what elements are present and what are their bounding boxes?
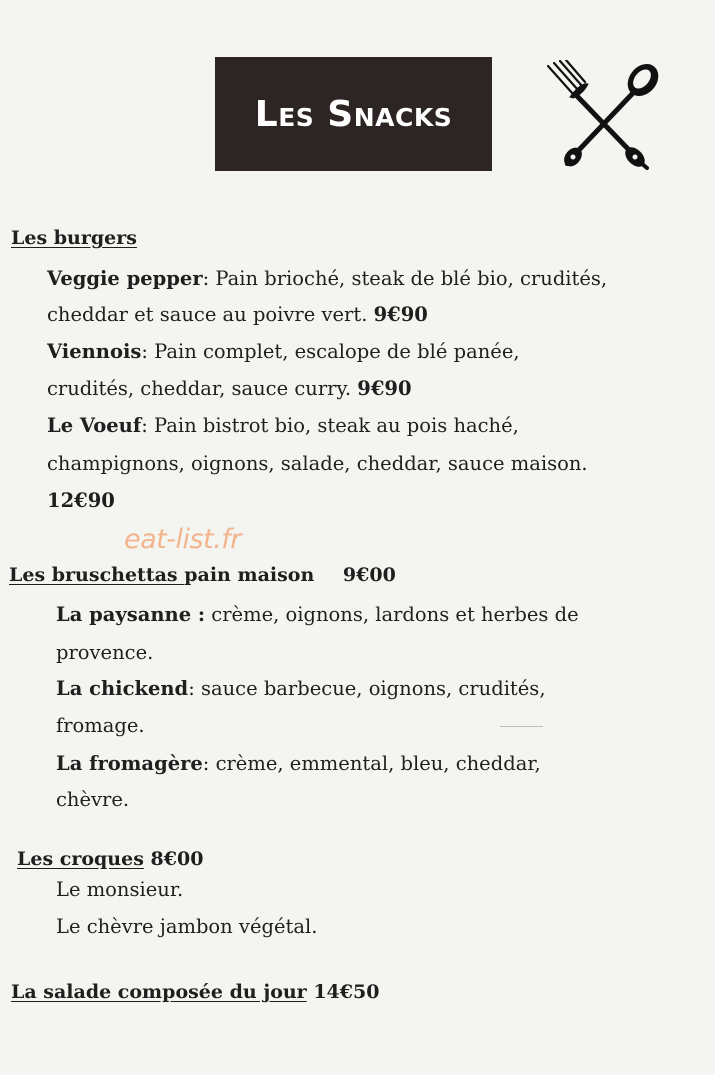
- item-description: champignons, oignons, salade, cheddar, sauce maison.: [47, 452, 588, 475]
- title-banner: [215, 57, 492, 171]
- menu-item-le-voeuf-price: [47, 489, 115, 512]
- item-description: Le monsieur.: [56, 878, 184, 901]
- item-description: chèvre.: [56, 788, 130, 811]
- menu-item-le-voeuf: [47, 414, 519, 437]
- menu-item-le-chevre-jambon: [56, 915, 317, 938]
- menu-item-veggie-pepper-line2: [47, 303, 428, 326]
- item-price: 12€90: [47, 489, 115, 512]
- watermark-text: eat-list.fr: [124, 524, 241, 555]
- section-heading-burgers: [11, 227, 137, 249]
- section-heading-bruschettas: [9, 564, 396, 586]
- menu-item-veggie-pepper: [47, 267, 607, 290]
- item-description: fromage.: [56, 714, 145, 737]
- item-description: Le chèvre jambon végétal.: [56, 915, 318, 938]
- item-price: 9€90: [357, 377, 412, 400]
- item-description: crudités, cheddar, sauce curry.: [47, 377, 352, 400]
- section-price: 9€00: [342, 564, 396, 586]
- divider-mark: [500, 726, 543, 727]
- croques-heading-text: Les croques: [17, 848, 144, 870]
- menu-item-la-chickend: [56, 677, 546, 700]
- item-description: : Pain brioché, steak de blé bio, crudités,: [202, 267, 608, 290]
- item-description: : crème, emmental, bleu, cheddar,: [202, 752, 541, 775]
- item-description: cheddar et sauce au poivre vert.: [47, 303, 368, 326]
- menu-item-viennois: [47, 340, 520, 363]
- item-name: La paysanne :: [56, 603, 206, 626]
- bruschettas-heading-rest: pain maison: [184, 564, 315, 586]
- section-price: 14€50: [313, 981, 380, 1003]
- item-name: Veggie pepper: [47, 267, 203, 290]
- item-description: provence.: [56, 641, 154, 664]
- menu-item-la-chickend-line2: [56, 714, 145, 737]
- item-description: : sauce barbecue, oignons, crudités,: [188, 677, 546, 700]
- item-name: Viennois: [47, 340, 142, 363]
- item-name: Le Voeuf: [47, 414, 142, 437]
- bruschettas-heading-underlined: Les bruschettas: [9, 564, 185, 586]
- section-heading-salade: [11, 981, 379, 1003]
- menu-item-viennois-line2: [47, 377, 412, 400]
- menu-item-le-monsieur: [56, 878, 183, 901]
- menu-item-la-fromagere-line2: [56, 788, 129, 811]
- item-price: 9€90: [373, 303, 428, 326]
- burgers-heading-text: Les burgers: [11, 227, 137, 249]
- menu-item-le-voeuf-line2: [47, 452, 588, 475]
- salade-heading-text: La salade composée du jour: [11, 981, 307, 1003]
- page-title: Les Snacks: [254, 93, 453, 135]
- item-name: La chickend: [56, 677, 189, 700]
- item-description: : Pain complet, escalope de blé panée,: [141, 340, 520, 363]
- menu-item-la-paysanne: [56, 603, 579, 626]
- menu-item-la-fromagere: [56, 752, 541, 775]
- section-heading-croques: [17, 848, 203, 870]
- menu-item-la-paysanne-line2: [56, 641, 153, 664]
- item-name: La fromagère: [56, 752, 203, 775]
- item-description: crème, oignons, lardons et herbes de: [205, 603, 579, 626]
- item-description: : Pain bistrot bio, steak au pois haché,: [141, 414, 519, 437]
- fork-and-spoon-crossed-icon: [543, 60, 665, 172]
- section-price: 8€00: [150, 848, 204, 870]
